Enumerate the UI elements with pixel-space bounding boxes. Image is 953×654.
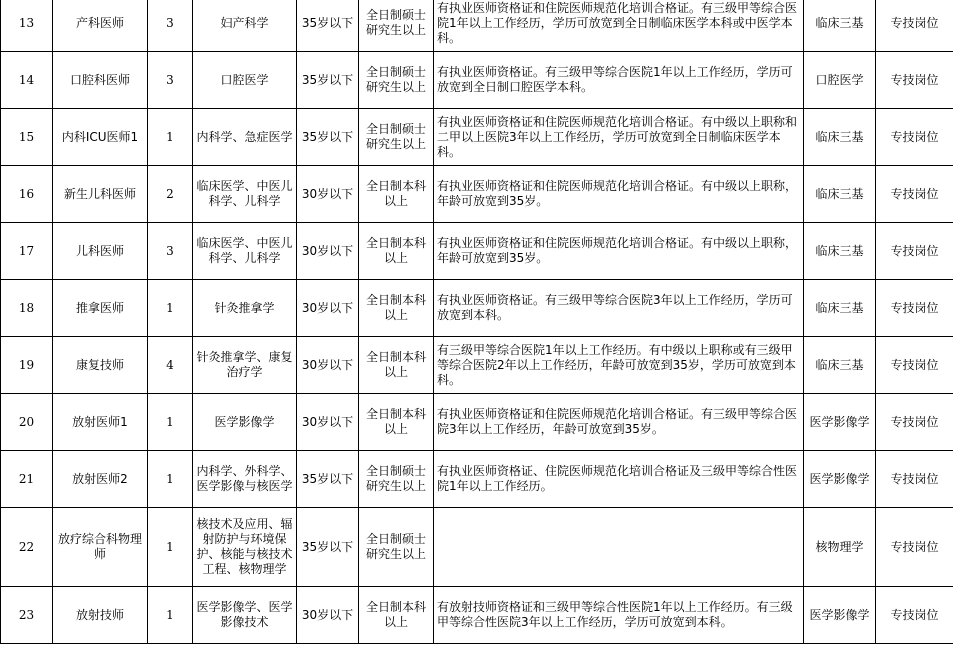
cell-education: 全日制本科以上 <box>359 223 434 280</box>
cell-position: 放射医师2 <box>53 451 148 508</box>
cell-number: 17 <box>1 223 53 280</box>
cell-position: 放疗综合科物理师 <box>53 508 148 587</box>
table-row <box>1 0 953 52</box>
cell-major: 针灸推拿学 <box>193 280 297 337</box>
cell-requirements: 有执业医师资格证和住院医师规范化培训合格证。有三级甲等综合医院1年以上工作经历，学历可放宽到全日制临床医学本科或中医学本科。 <box>434 0 804 52</box>
table-row <box>1 52 953 109</box>
cell-age: 35岁以下 <box>297 0 359 52</box>
table-row <box>1 508 953 587</box>
cell-major: 针灸推拿学、康复治疗学 <box>193 337 297 394</box>
cell-age: 35岁以下 <box>297 508 359 587</box>
cell-education: 全日制本科以上 <box>359 280 434 337</box>
cell-number: 16 <box>1 166 53 223</box>
table-row <box>1 109 953 166</box>
cell-position: 内科ICU医师1 <box>53 109 148 166</box>
cell-exam-subject: 核物理学 <box>804 508 876 587</box>
cell-major: 内科学、外科学、医学影像与核医学 <box>193 451 297 508</box>
cell-major: 临床医学、中医儿科学、儿科学 <box>193 166 297 223</box>
cell-exam-subject: 口腔医学 <box>804 52 876 109</box>
table-row <box>1 166 953 223</box>
cell-position: 推拿医师 <box>53 280 148 337</box>
cell-requirements: 有执业医师资格证。有三级甲等综合医院1年以上工作经历，学历可放宽到全日制口腔医学本科。 <box>434 52 804 109</box>
cell-requirements: 有执业医师资格证。有三级甲等综合医院3年以上工作经历，学历可放宽到本科。 <box>434 280 804 337</box>
cell-post-type: 专技岗位 <box>876 451 953 508</box>
cell-position: 口腔科医师 <box>53 52 148 109</box>
cell-requirements: 有放射技师资格证和三级甲等综合性医院1年以上工作经历。有三级甲等综合性医院3年以上工作经历，学历可放宽到本科。 <box>434 587 804 644</box>
cell-requirements: 有执业医师资格证和住院医师规范化培训合格证。有中级以上职称，年龄可放宽到35岁。 <box>434 166 804 223</box>
cell-major: 核技术及应用、辐射防护与环境保护、核能与核技术工程、核物理学 <box>193 508 297 587</box>
cell-age: 35岁以下 <box>297 451 359 508</box>
cell-post-type: 专技岗位 <box>876 587 953 644</box>
cell-number: 14 <box>1 52 53 109</box>
cell-post-type: 专技岗位 <box>876 280 953 337</box>
cell-age: 30岁以下 <box>297 587 359 644</box>
cell-major: 妇产科学 <box>193 0 297 52</box>
cell-number: 22 <box>1 508 53 587</box>
cell-exam-subject: 医学影像学 <box>804 587 876 644</box>
cell-education: 全日制硕士研究生以上 <box>359 0 434 52</box>
cell-position: 儿科医师 <box>53 223 148 280</box>
cell-major: 医学影像学 <box>193 394 297 451</box>
cell-headcount: 2 <box>148 166 193 223</box>
cell-exam-subject: 临床三基 <box>804 0 876 52</box>
cell-headcount: 4 <box>148 337 193 394</box>
cell-number: 15 <box>1 109 53 166</box>
cell-age: 30岁以下 <box>297 223 359 280</box>
cell-age: 30岁以下 <box>297 280 359 337</box>
cell-major: 医学影像学、医学影像技术 <box>193 587 297 644</box>
cell-post-type: 专技岗位 <box>876 109 953 166</box>
cell-headcount: 1 <box>148 508 193 587</box>
cell-post-type: 专技岗位 <box>876 223 953 280</box>
cell-education: 全日制硕士研究生以上 <box>359 109 434 166</box>
cell-position: 放射医师1 <box>53 394 148 451</box>
cell-age: 35岁以下 <box>297 52 359 109</box>
cell-number: 18 <box>1 280 53 337</box>
cell-requirements: 有执业医师资格证和住院医师规范化培训合格证。有三级甲等综合医院3年以上工作经历，年龄可放宽到35岁。 <box>434 394 804 451</box>
cell-position: 产科医师 <box>53 0 148 52</box>
table-row <box>1 394 953 451</box>
cell-post-type: 专技岗位 <box>876 337 953 394</box>
table-row <box>1 451 953 508</box>
cell-post-type: 专技岗位 <box>876 52 953 109</box>
cell-number: 19 <box>1 337 53 394</box>
cell-major: 口腔医学 <box>193 52 297 109</box>
cell-headcount: 1 <box>148 394 193 451</box>
cell-exam-subject: 医学影像学 <box>804 451 876 508</box>
cell-exam-subject: 医学影像学 <box>804 394 876 451</box>
cell-exam-subject: 临床三基 <box>804 166 876 223</box>
cell-requirements: 有执业医师资格证、住院医师规范化培训合格证及三级甲等综合性医院1年以上工作经历。 <box>434 451 804 508</box>
cell-major: 临床医学、中医儿科学、儿科学 <box>193 223 297 280</box>
cell-number: 13 <box>1 0 53 52</box>
cell-requirements: 有三级甲等综合医院1年以上工作经历。有中级以上职称或有三级甲等综合医院2年以上工作经历，年龄可放宽到35岁，学历可放宽到本科。 <box>434 337 804 394</box>
cell-headcount: 1 <box>148 587 193 644</box>
cell-headcount: 1 <box>148 109 193 166</box>
cell-post-type: 专技岗位 <box>876 394 953 451</box>
cell-exam-subject: 临床三基 <box>804 223 876 280</box>
cell-education: 全日制本科以上 <box>359 166 434 223</box>
cell-exam-subject: 临床三基 <box>804 337 876 394</box>
cell-age: 30岁以下 <box>297 337 359 394</box>
cell-post-type: 专技岗位 <box>876 166 953 223</box>
cell-position: 康复技师 <box>53 337 148 394</box>
cell-position: 新生儿科医师 <box>53 166 148 223</box>
table-row <box>1 587 953 644</box>
cell-requirements: 有执业医师资格证和住院医师规范化培训合格证。有中级以上职称，年龄可放宽到35岁。 <box>434 223 804 280</box>
cell-headcount: 3 <box>148 223 193 280</box>
cell-education: 全日制本科以上 <box>359 394 434 451</box>
cell-exam-subject: 临床三基 <box>804 280 876 337</box>
cell-position: 放射技师 <box>53 587 148 644</box>
cell-post-type: 专技岗位 <box>876 508 953 587</box>
cell-education: 全日制硕士研究生以上 <box>359 508 434 587</box>
cell-education: 全日制本科以上 <box>359 337 434 394</box>
cell-post-type: 专技岗位 <box>876 0 953 52</box>
cell-education: 全日制硕士研究生以上 <box>359 52 434 109</box>
cell-major: 内科学、急症医学 <box>193 109 297 166</box>
table-row <box>1 337 953 394</box>
cell-requirements <box>434 508 804 587</box>
cell-headcount: 3 <box>148 0 193 52</box>
cell-headcount: 1 <box>148 280 193 337</box>
cell-education: 全日制硕士研究生以上 <box>359 451 434 508</box>
table-row <box>1 280 953 337</box>
cell-number: 23 <box>1 587 53 644</box>
cell-age: 30岁以下 <box>297 166 359 223</box>
cell-headcount: 3 <box>148 52 193 109</box>
cell-number: 20 <box>1 394 53 451</box>
cell-requirements: 有执业医师资格证和住院医师规范化培训合格证。有中级以上职称和二甲以上医院3年以上工作经历，学历可放宽到全日制临床医学本科。 <box>434 109 804 166</box>
table-row <box>1 223 953 280</box>
cell-age: 35岁以下 <box>297 109 359 166</box>
cell-number: 21 <box>1 451 53 508</box>
cell-exam-subject: 临床三基 <box>804 109 876 166</box>
cell-education: 全日制本科以上 <box>359 587 434 644</box>
cell-age: 30岁以下 <box>297 394 359 451</box>
cell-headcount: 1 <box>148 451 193 508</box>
